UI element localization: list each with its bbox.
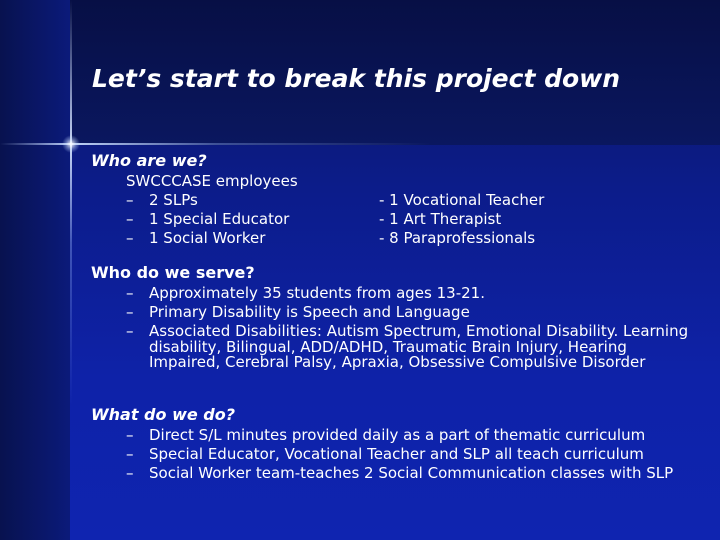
dash-marker: – bbox=[126, 284, 134, 302]
dash-marker: – bbox=[126, 445, 134, 463]
heading-who-do-we-serve: Who do we serve? bbox=[91, 263, 255, 282]
sparkle-icon bbox=[62, 135, 80, 153]
horizontal-accent-line bbox=[0, 143, 720, 145]
do-item: Direct S/L minutes provided daily as a part of thematic curriculum bbox=[149, 426, 646, 444]
do-item: Special Educator, Vocational Teacher and SLP all teach curriculum bbox=[149, 445, 644, 463]
staff-item: 2 SLPs bbox=[149, 191, 198, 209]
dash-marker: – bbox=[126, 229, 134, 247]
staff-item-right: - 1 Vocational Teacher bbox=[379, 191, 545, 209]
serve-item: Primary Disability is Speech and Language bbox=[149, 303, 470, 321]
dash-marker: – bbox=[126, 210, 134, 228]
dash-marker: – bbox=[126, 426, 134, 444]
dash-marker: – bbox=[126, 303, 134, 321]
left-band bbox=[0, 0, 70, 540]
staff-item: 1 Special Educator bbox=[149, 210, 290, 228]
dash-marker: – bbox=[126, 464, 134, 482]
dash-marker: – bbox=[126, 322, 134, 340]
staff-item-right: - 8 Paraprofessionals bbox=[379, 229, 536, 247]
slide-title: Let’s start to break this project down bbox=[92, 64, 621, 93]
dash-marker: – bbox=[126, 191, 134, 209]
do-item-multiline: Social Worker team-teaches 2 Social Communication classes with SLP bbox=[149, 464, 674, 482]
staff-item-right: - 1 Art Therapist bbox=[379, 210, 502, 228]
staff-item: 1 Social Worker bbox=[149, 229, 266, 247]
serve-item: Approximately 35 students from ages 13-21. bbox=[149, 284, 485, 302]
heading-what-do-we-do: What do we do? bbox=[91, 405, 235, 424]
heading-who-are-we: Who are we? bbox=[91, 151, 207, 170]
vertical-accent-line bbox=[70, 0, 72, 540]
serve-item-multiline: Associated Disabilities: Autism Spectrum, Emotional Disability. Learning disability, Bilingual, ADD/ADHD, Traumatic Brain Injury, Hearing Impaired, Cerebral Palsy, Apraxia, Obsessive Compulsive Disorder bbox=[149, 322, 689, 371]
intro-text: SWCCCASE employees bbox=[126, 172, 298, 190]
